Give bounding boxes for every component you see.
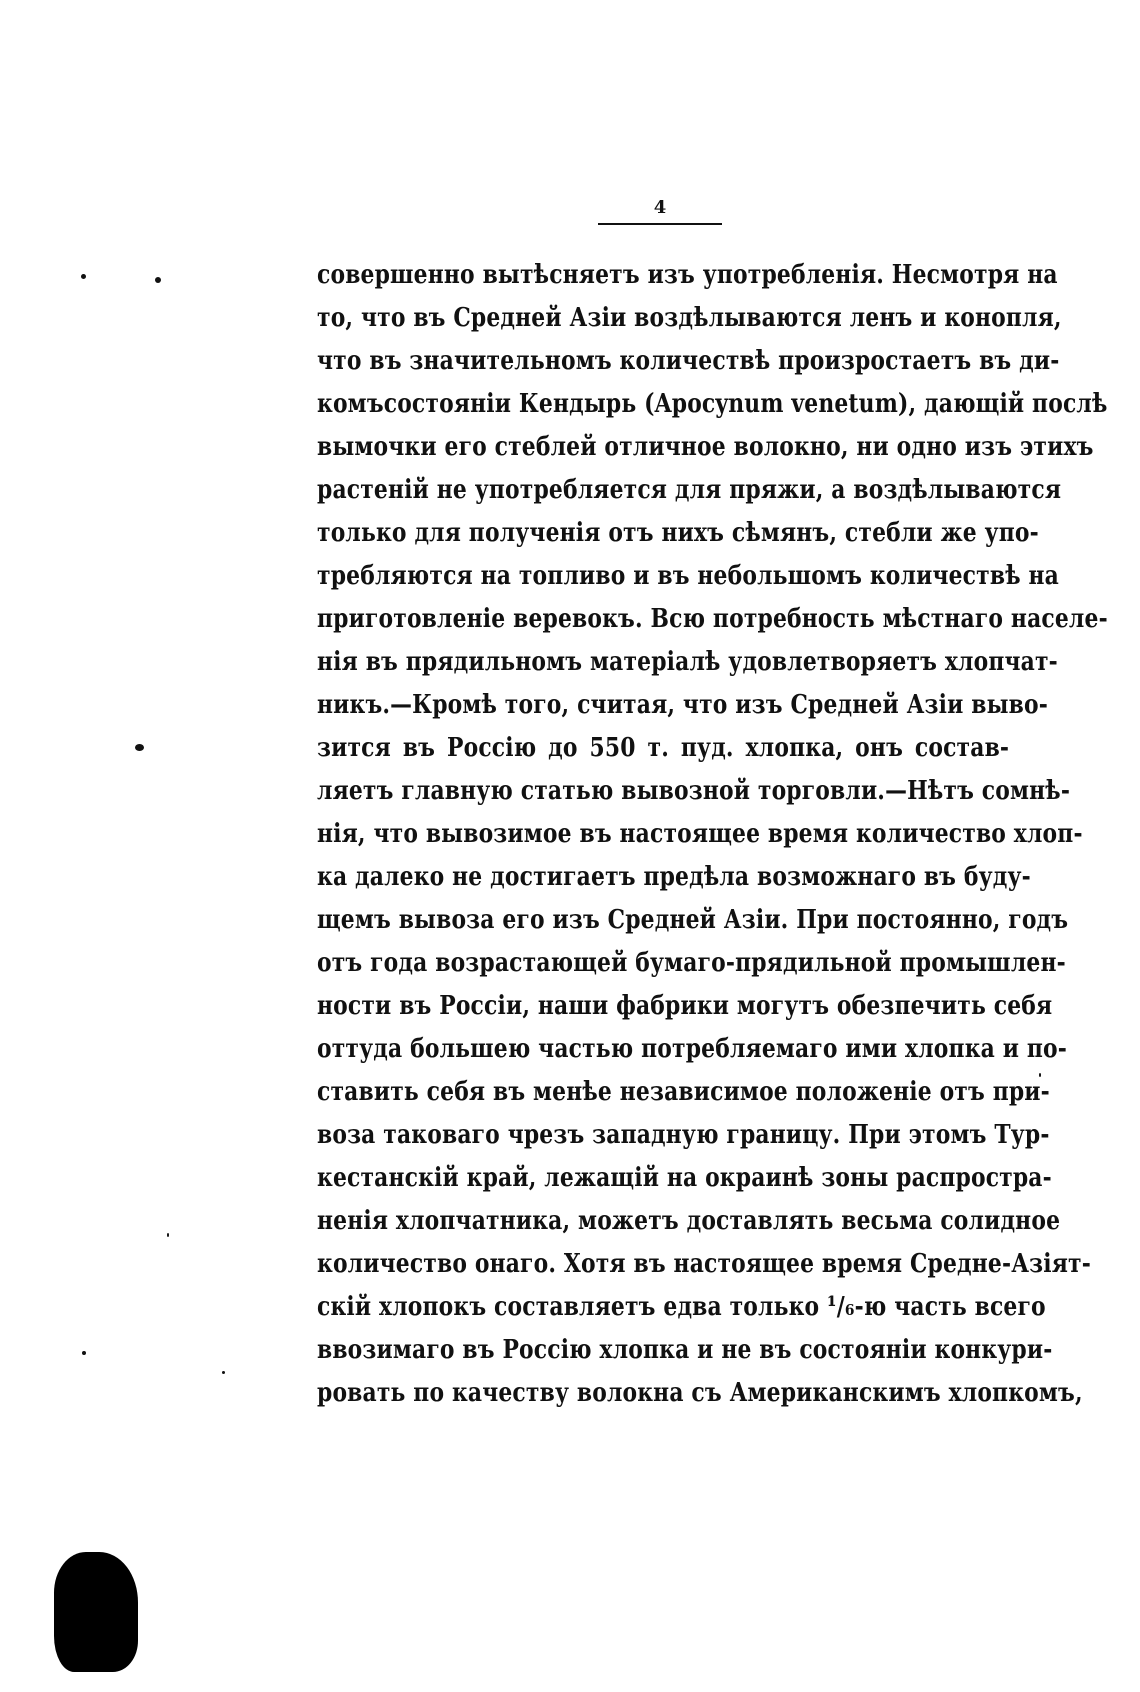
text-line: растеній не употребляется для пряжи, а воздѣлываются <box>317 475 1062 505</box>
scan-speck <box>155 277 161 283</box>
text-line: приготовленіе веревокъ. Всю потребность мѣстнаго населе- <box>317 604 1108 634</box>
text-line: только для полученія отъ нихъ сѣмянъ, стебли же упо- <box>317 518 1039 548</box>
text-line: что въ значительномъ количествѣ произростаетъ въ ди- <box>317 346 1060 376</box>
text-line: вымочки его стеблей отличное волокно, ни одно изъ этихъ <box>317 432 1094 462</box>
text-line: ности въ Россіи, наши фабрики могутъ обезпечить себя <box>317 991 1053 1021</box>
text-line: скій хлопокъ составляетъ едва только ¹/₆-ю часть всего <box>317 1292 1046 1322</box>
text-line: воза таковаго чрезъ западную границу. При этомъ Тур- <box>317 1120 1050 1150</box>
text-line: ляетъ главную статью вывозной торговли.—Нѣтъ сомнѣ- <box>317 776 1071 806</box>
header-rule <box>598 223 722 225</box>
text-line: оттуда большею частью потребляемаго ими хлопка и по- <box>317 1034 1067 1064</box>
text-line: то, что въ Средней Азіи воздѣлываются ленъ и конопля, <box>317 303 1062 333</box>
text-line: комъсостояніи Кендырь (Apocynum venetum), дающій послѣ <box>317 389 1108 419</box>
text-line: ка далеко не достигаетъ предѣла возможнаго въ буду- <box>317 862 1031 892</box>
scan-speck <box>82 1351 86 1355</box>
page-number: 4 <box>653 197 667 218</box>
text-line: нія, что вывозимое въ настоящее время количество хлоп- <box>317 819 1083 849</box>
text-line: нія въ прядильномъ матеріалѣ удовлетворяетъ хлопчат- <box>317 647 1058 677</box>
text-line: отъ года возрастающей бумаго-прядильной промышлен- <box>317 948 1066 978</box>
text-line: совершенно вытѣсняетъ изъ употребленія. Несмотря на <box>317 260 1058 290</box>
text-line: требляются на топливо и въ небольшомъ количествѣ на <box>317 561 1059 591</box>
scan-speck <box>222 1371 225 1374</box>
text-line: количество онаго. Хотя въ настоящее время Средне-Азіят- <box>317 1249 1091 1279</box>
text-line: ввозимаго въ Россію хлопка и не въ состояніи конкури- <box>317 1335 1053 1365</box>
text-line: щемъ вывоза его изъ Средней Азіи. При постоянно, годъ <box>317 905 1069 935</box>
text-line: зится въ Россію до 550 т. пуд. хлопка, онъ состав- <box>317 733 1010 763</box>
scan-speck <box>81 274 86 279</box>
text-line: ставить себя въ менѣе независимое положеніе отъ при- <box>317 1077 1050 1107</box>
text-line: ровать по качеству волокна съ Американскимъ хлопкомъ, <box>317 1378 1083 1408</box>
text-line: кестанскій край, лежащій на окраинѣ зоны распростра- <box>317 1163 1052 1193</box>
body-text <box>317 254 1108 1415</box>
scan-speck <box>167 1233 169 1237</box>
scan-speck <box>135 744 144 751</box>
scan-speck <box>1039 1073 1041 1077</box>
text-line: никъ.—Кромѣ того, считая, что изъ Средней Азіи выво- <box>317 690 1048 720</box>
ink-blot <box>54 1552 138 1672</box>
text-line: ненія хлопчатника, можетъ доставлять весьма солидное <box>317 1206 1061 1236</box>
